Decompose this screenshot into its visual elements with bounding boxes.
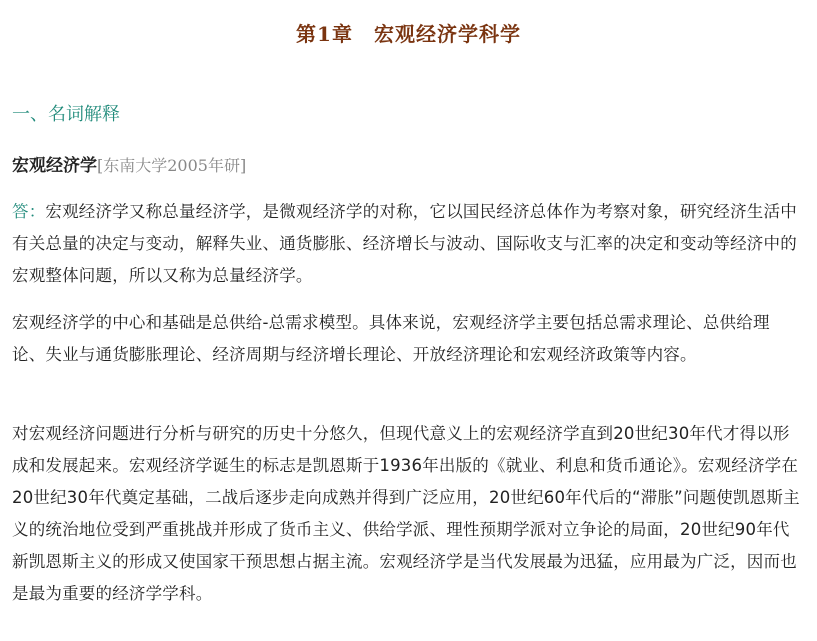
chapter-title: 第1章 宏观经济学科学 <box>296 22 521 46</box>
term-line <box>12 151 246 176</box>
paragraph-text-1: 宏观经济学又称总量经济学，是微观经济学的对称，它以国民经济总体作为考察对象，研究经济生活中有关总量的决定与变动，解释失业、通货膨胀、经济增长与波动、国际收支与汇率的决定和变动等经济中的宏观整体问题，所以又称为总量经济学。 <box>12 202 797 285</box>
term-source: [东南大学2005年研] <box>97 156 247 175</box>
answer-label: 答： <box>12 202 46 221</box>
section-heading: 一、名词解释 <box>12 104 120 125</box>
answer-paragraph-3 <box>12 418 802 610</box>
paragraph-text-2: 宏观经济学的中心和基础是总供给-总需求模型。具体来说，宏观经济学主要包括总需求理论、总供给理论、失业与通货膨胀理论、经济周期与经济增长理论、开放经济理论和宏观经济政策等内容。 <box>12 313 770 364</box>
paragraph-text-3: 对宏观经济问题进行分析与研究的历史十分悠久，但现代意义上的宏观经济学直到20世纪30年代才得以形成和发展起来。宏观经济学诞生的标志是凯恩斯于1936年出版的《就业、利息和货币通论》。宏观经济学在20世纪30年代奠定基础，二战后逐步走向成熟并得到广泛应用，20世纪60年代后的“滞胀”问题使凯恩斯主义的统治地位受到严重挑战并形成了货币主义、供给学派、理性预期学派对立争论的局面，20世纪90年代新凯恩斯主义的形成又使国家干预思想占据主流。宏观经济学是当代发展最为迅猛，应用最为广泛，因而也是最为重要的经济学学科。 <box>12 424 800 603</box>
answer-paragraph-1 <box>12 196 802 292</box>
answer-paragraph-2 <box>12 307 802 371</box>
term-name: 宏观经济学 <box>12 156 97 176</box>
